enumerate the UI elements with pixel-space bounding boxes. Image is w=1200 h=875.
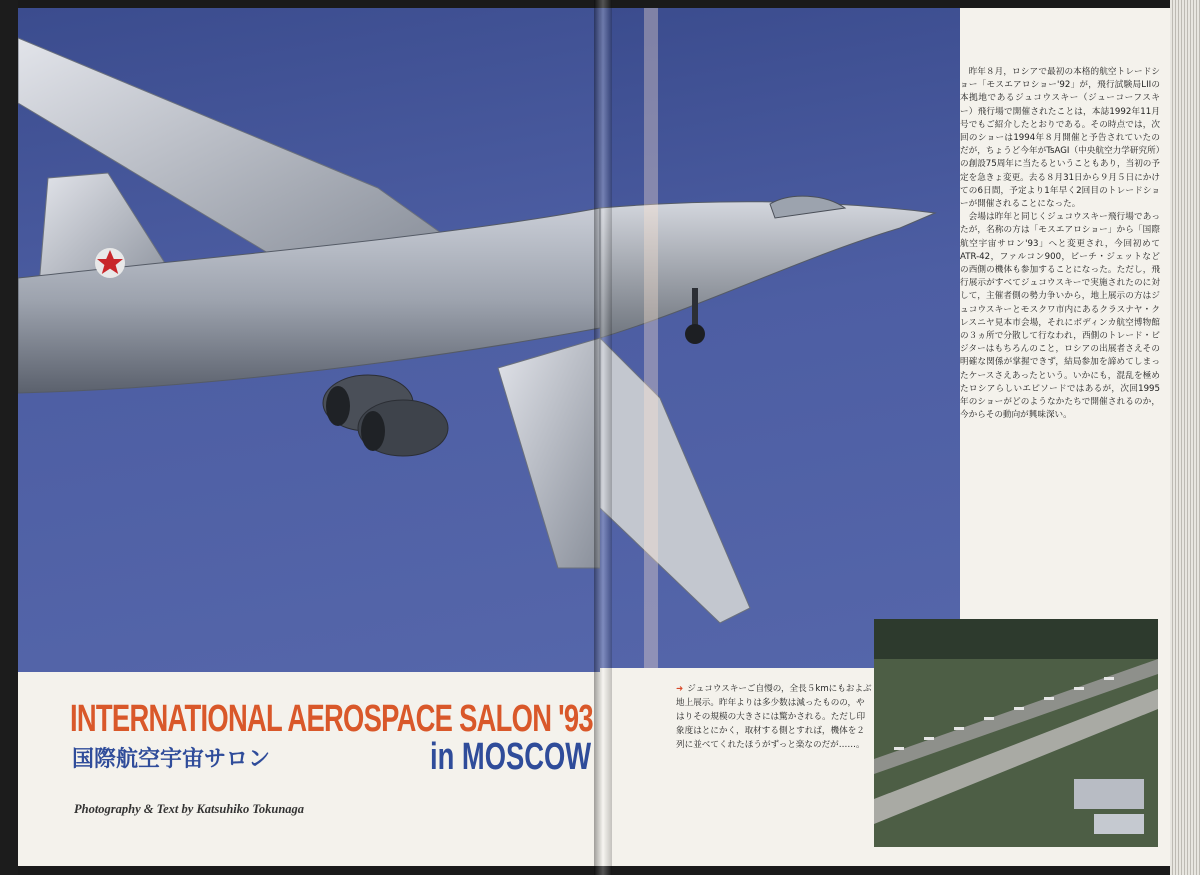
article-body [960,66,1160,422]
photo-credit: Photography & Text by Katsuhiko Tokunaga [74,802,305,816]
page-edge-stack [1170,0,1200,875]
right-page [600,8,1170,866]
photo-caption-text: ジュコウスキーご自慢の，全長５kmにもおよぶ地上展示。昨年よりは多少数は減ったものの，やはりその規模の大きさには驚かされる。ただし印象度はとにかく，取材する側とすれば，機体を２列に並べてくれたほうがずっと楽なのだが……。 [676,684,872,750]
article-title-english: INTERNATIONAL AEROSPACE SALON '93 [70,698,593,740]
arrow-right-icon: ➜ [676,684,684,694]
photo-caption [676,682,872,752]
aircraft-illustration-left [18,8,600,672]
article-paragraph-2: 会場は昨年と同じくジュコウスキー飛行場であったが，名称の方は「モスエアロショー」から「国際航空宇宙サロン'93」へと変更され，今回初めてATR-42，ファルコン900，ビーチ・ジェットなどの西側の機体も参加することになった。ただし，飛行展示がすべてジュコウスキーで実施されたのに対して，主催者側の勢力争いから，地上展示の方はジュコウスキーとモスクワ市内にあるクラスナヤ・クレスニヤ見本市会場，それにボディンカ航空博物館の３ヵ所で分散して行なわれ，西側のトレード・ビジターはもちろんのこと，ロシアの出展者さえその明確な関係が掌握できず，結局参加を諦めてしまったケースさえあったという。いかにも，混乱を極めたロシアらしいエピソードではあるが，次回1995年のショーがどのようなかたちで開催されるのか，今からその動向が興味深い。 [960,212,1160,421]
airfield-aerial-photo [874,619,1158,847]
left-page [18,8,600,866]
article-paragraph-1: 昨年８月，ロシアで最初の本格的航空トレードショー「モスエアロショー'92」が，飛行試験局LIIの本拠地であるジュコウスキー（ジューコーフスキー）飛行場で開催されたことは，本誌1992年11月号でもご紹介したとおりである。その時点では，次回のショーは1994年８月開催と予告されていたのだが，ちょうど今年がTsAGI（中央航空力学研究所）の創設75周年に当たるということもあり，当初の予定を急きょ変更。去る８月31日から９月５日にかけての6日間，予定より1年早く2回目のトレードショーが開催されることになった。 [960,67,1160,210]
page-gutter [594,0,612,875]
aircraft-illustration-right [600,8,960,668]
bomber-photo-left [18,8,600,672]
article-title-location: in MOSCOW [430,736,592,778]
article-title-japanese: 国際航空宇宙サロン [72,747,271,772]
binding-shadow [0,0,18,875]
airfield-illustration [874,619,1158,847]
red-star-icon [95,248,125,278]
bomber-photo-right [600,8,960,668]
